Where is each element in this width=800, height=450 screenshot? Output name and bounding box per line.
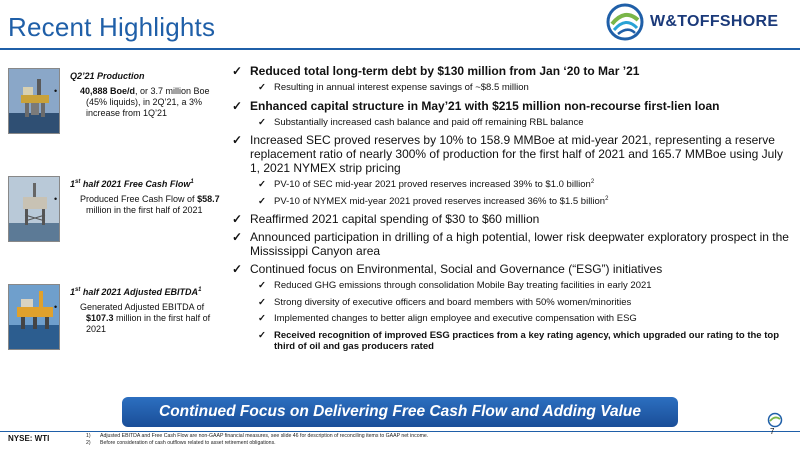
ticker-label: NYSE: WTI <box>8 434 50 443</box>
platform-photo <box>8 284 60 350</box>
highlights-list <box>232 64 792 358</box>
kpi-value: $58.7 <box>197 194 220 204</box>
highlight-item: ✓ Enhanced capital structure in May’21 with $215 million non-recourse first-lien loan <box>232 98 720 113</box>
highlight-item: ✓ Continued focus on Environmental, Social and Governance (“ESG”) initiatives <box>232 262 663 276</box>
highlight-subitem: ✓ Strong diversity of executive officers and board members with 50% women/minorities <box>258 296 632 308</box>
kpi-free-cash-flow <box>8 176 223 256</box>
highlight-item: ✓ Reaffirmed 2021 capital spending of $30 to $60 million <box>232 212 540 226</box>
checkmark-icon: ✓ <box>258 313 266 324</box>
offshore-platform-icon <box>9 69 60 134</box>
checkmark-icon: ✓ <box>258 116 266 128</box>
kpi-value: 40,888 Boe/d <box>80 86 136 96</box>
highlight-subitem: ✓ PV-10 of NYMEX mid-year 2021 proved reserves increased 36% to $1.5 billion$^2$ <box>258 195 609 207</box>
kpi-title: 1st half 2021 Free Cash Flow$^1$ <box>70 179 194 189</box>
kpi-body: • Produced Free Cash Flow of $58.7 million in the first half of 2021 <box>54 194 220 215</box>
checkmark-icon: ✓ <box>258 195 266 207</box>
title-divider <box>0 48 800 50</box>
platform-photo <box>8 68 60 134</box>
checkmark-icon: ✓ <box>258 280 266 291</box>
offshore-platform-icon <box>9 177 60 242</box>
logo-text: W&TOFFSHORE <box>650 13 779 30</box>
kpi-title: Q2’21 Production <box>70 71 145 81</box>
highlight-subitem: ✓ Received recognition of improved ESG practices from a key rating agency, which upgraded our rating to the top third of oil and gas producers rated <box>258 329 780 352</box>
checkmark-icon: ✓ <box>258 296 266 308</box>
checkmark-icon: ✓ <box>232 133 243 147</box>
checkmark-icon: ✓ <box>232 98 243 113</box>
highlight-subitem: ✓ Substantially increased cash balance and paid off remaining RBL balance <box>258 116 584 128</box>
kpi-body: • Generated Adjusted EBITDA of $107.3 million in the first half of 2021 <box>54 302 211 334</box>
offshore-platform-icon <box>9 285 60 350</box>
small-logo-icon <box>766 412 784 428</box>
checkmark-icon: ✓ <box>258 82 266 93</box>
logo-swirl-icon <box>604 2 646 42</box>
checkmark-icon: ✓ <box>258 329 266 341</box>
summary-banner: Continued Focus on Delivering Free Cash Flow and Adding Value <box>122 397 678 427</box>
highlight-item: ✓ Announced participation in drilling of a high potential, lower risk deepwater exploratory prospect in the Mississippi Canyon area <box>232 230 789 258</box>
kpi-title: 1st half 2021 Adjusted EBITDA$^1$ <box>70 287 202 297</box>
page-title: Recent Highlights <box>8 12 216 42</box>
checkmark-icon: ✓ <box>232 262 243 276</box>
kpi-adjusted-ebitda <box>8 284 223 364</box>
page-number: 7 <box>770 427 775 436</box>
checkmark-icon: ✓ <box>232 212 243 226</box>
kpi-text: , or 3.7 million Boe (45% liquids), in 2Q’21, a 3% increase from 1Q’21 <box>86 86 210 118</box>
company-logo <box>604 2 794 42</box>
checkmark-icon: ✓ <box>232 64 243 78</box>
footnotes <box>86 433 646 447</box>
checkmark-icon: ✓ <box>258 179 266 190</box>
platform-photo <box>8 176 60 242</box>
footnote: 2) Before consideration of cash outflows related to asset retirement obligations. <box>86 440 276 446</box>
checkmark-icon: ✓ <box>232 230 243 244</box>
highlight-item: ✓ Increased SEC proved reserves by 10% to 158.9 MMBoe at mid-year 2021, representing a reserve replacement ratio of nearly 300% of production for the first half of 2021 and 165.7 MMBoe using July 1, 2021 NYMEX strip pricing <box>232 133 783 175</box>
highlight-item: ✓ Reduced total long-term debt by $130 million from Jan ‘20 to Mar ’21 <box>232 64 640 78</box>
highlight-subitem: ✓ Reduced GHG emissions through consolidation Mobile Bay treating facilities in early 2021 <box>258 280 652 291</box>
footnote: 1) Adjusted EBITDA and Free Cash Flow are non-GAAP financial measures, see slide 46 for description of reconciling items to GAAP net income. <box>86 433 429 439</box>
highlight-subitem: ✓ Implemented changes to better align employee and executive compensation with ESG <box>258 313 637 324</box>
highlight-subitem: ✓ Resulting in annual interest expense savings of ~$8.5 million <box>258 82 529 93</box>
footer-divider <box>0 431 800 432</box>
highlight-subitem: ✓ PV-10 of SEC mid-year 2021 proved reserves increased 39% to $1.0 billion$^2$ <box>258 178 595 190</box>
kpi-production <box>8 68 223 148</box>
kpi-value: $107.3 <box>86 313 114 323</box>
kpi-body: • 40,888 Boe/d, or 3.7 million Boe (45% liquids), in 2Q’21, a 3% increase from 1Q’21 <box>54 86 210 118</box>
